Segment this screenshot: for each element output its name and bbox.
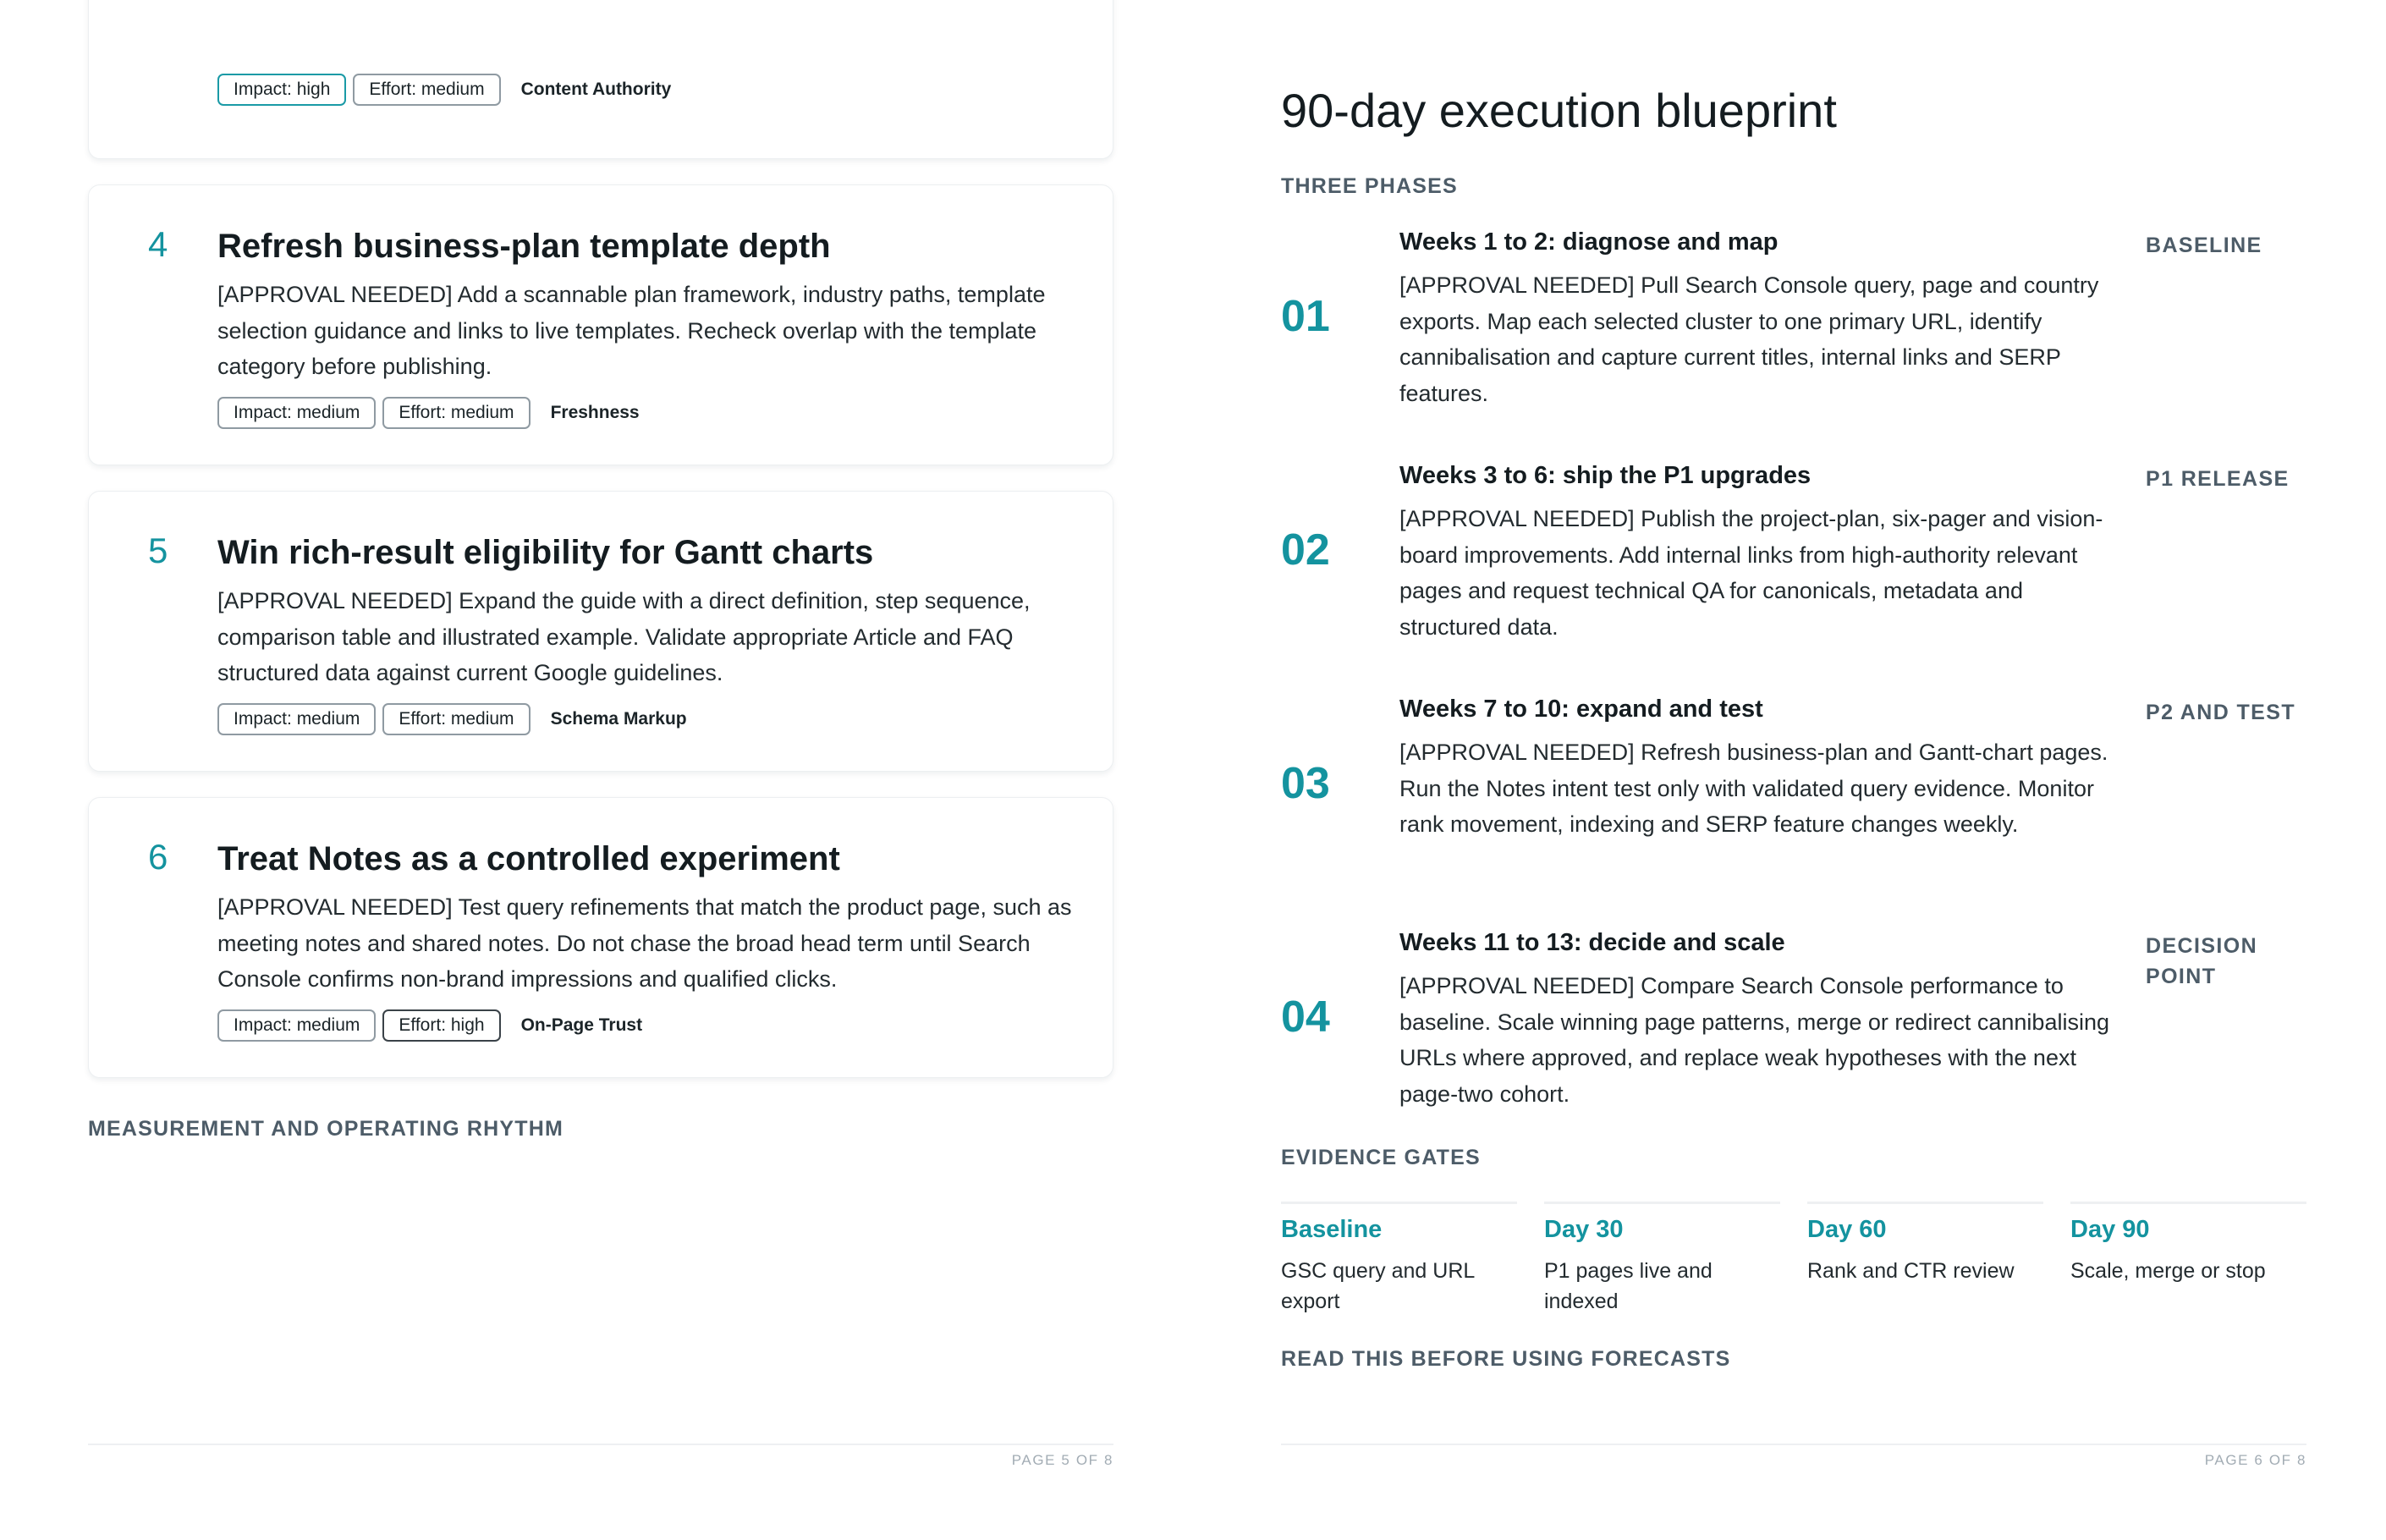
recommendation-card-5 xyxy=(88,491,1113,772)
card-number: 4 xyxy=(148,224,168,264)
category-label: Freshness xyxy=(550,403,640,422)
card-tags xyxy=(217,703,687,735)
evidence-gates xyxy=(1281,1202,2306,1317)
phase-number: 03 xyxy=(1281,759,1330,808)
card-body: [APPROVAL NEEDED] Test query refinements that match the product page, such as meeting notes and shared notes. Do not chase the broad head term until Search Console confirms non-brand impressions and qualified clicks. xyxy=(217,894,1072,992)
gate-baseline xyxy=(1281,1202,1517,1317)
impact-tag: Impact: high xyxy=(217,74,346,106)
section-heading-evidence-gates: EVIDENCE GATES xyxy=(1281,1146,1481,1169)
card-tags xyxy=(217,1009,642,1042)
gate-title: Day 90 xyxy=(2070,1216,2150,1243)
footer-divider xyxy=(88,1444,1113,1445)
phase-tag: BASELINE xyxy=(2146,234,2262,257)
gate-day-30 xyxy=(1544,1202,1780,1317)
card-tags xyxy=(217,397,640,429)
recommendation-card-6 xyxy=(88,797,1113,1078)
page-6 xyxy=(1193,0,2386,1540)
card-title: Win rich-result eligibility for Gantt charts xyxy=(217,534,874,571)
impact-tag: Impact: medium xyxy=(217,703,376,735)
gate-description: Rank and CTR review xyxy=(1807,1259,2015,1283)
gate-title: Day 30 xyxy=(1544,1216,1624,1243)
phase-number: 02 xyxy=(1281,525,1330,575)
gate-description: P1 pages live and indexed xyxy=(1544,1259,1713,1313)
section-heading-forecasts: READ THIS BEFORE USING FORECASTS xyxy=(1281,1347,1731,1371)
category-label: On-Page Trust xyxy=(520,1015,643,1035)
recommendation-card-partial xyxy=(88,0,1113,159)
phase-number: 01 xyxy=(1281,292,1330,341)
page-number: PAGE 5 OF 8 xyxy=(1011,1452,1113,1468)
phase-tag: DECISION POINT xyxy=(2146,934,2258,988)
card-title: Treat Notes as a controlled experiment xyxy=(217,840,840,877)
phase-heading: Weeks 7 to 10: expand and test xyxy=(1399,696,1763,723)
phase-heading: Weeks 3 to 6: ship the P1 upgrades xyxy=(1399,462,1811,489)
gate-title: Day 60 xyxy=(1807,1216,1887,1243)
phase-body: [APPROVAL NEEDED] Compare Search Console performance to baseline. Scale winning page patterns, merge or redirect cannibalising URLs where approved, and replace weak hypotheses with the next page-two cohort. xyxy=(1399,973,2109,1107)
effort-tag: Effort: medium xyxy=(353,74,500,106)
gate-description: Scale, merge or stop xyxy=(2070,1259,2266,1283)
gate-day-60 xyxy=(1807,1202,2043,1317)
card-body: [APPROVAL NEEDED] Add a scannable plan framework, industry paths, template selection guidance and links to live templates. Recheck overlap with the template category before publishing. xyxy=(217,282,1046,379)
effort-tag: Effort: medium xyxy=(382,397,530,429)
phase-body: [APPROVAL NEEDED] Pull Search Console query, page and country exports. Map each selected cluster to one primary URL, identify cannibalisation and capture current titles, internal links and SERP features. xyxy=(1399,272,2099,406)
phase-body: [APPROVAL NEEDED] Publish the project-plan, six-pager and vision-board improvements. Add internal links from high-authority relevant pages and request technical QA for canonicals, metadata and structured data. xyxy=(1399,506,2103,640)
phase-tag: P1 RELEASE xyxy=(2146,467,2290,491)
phase-heading: Weeks 11 to 13: decide and scale xyxy=(1399,929,1785,956)
gate-title: Baseline xyxy=(1281,1216,1383,1243)
recommendation-card-4 xyxy=(88,184,1113,465)
phase-body: [APPROVAL NEEDED] Refresh business-plan and Gantt-chart pages. Run the Notes intent test only with validated query evidence. Monitor rank movement, indexing and SERP feature changes weekly. xyxy=(1399,740,2108,837)
gate-day-90 xyxy=(2070,1202,2306,1317)
effort-tag: Effort: medium xyxy=(382,703,530,735)
section-heading-phases: THREE PHASES xyxy=(1281,174,1458,198)
page-title: 90-day execution blueprint xyxy=(1281,84,1837,137)
page-number: PAGE 6 OF 8 xyxy=(2204,1452,2306,1468)
gate-description: GSC query and URL export xyxy=(1281,1259,1475,1313)
phase-heading: Weeks 1 to 2: diagnose and map xyxy=(1399,228,1779,256)
category-label: Schema Markup xyxy=(550,709,687,729)
card-number: 6 xyxy=(148,837,168,877)
phase-tag: P2 AND TEST xyxy=(2146,701,2295,724)
section-heading-measurement: MEASUREMENT AND OPERATING RHYTHM xyxy=(88,1117,564,1141)
card-number: 5 xyxy=(148,531,168,570)
card-tags xyxy=(217,74,671,106)
impact-tag: Impact: medium xyxy=(217,397,376,429)
phase-number: 04 xyxy=(1281,993,1330,1042)
effort-tag: Effort: high xyxy=(382,1009,500,1042)
impact-tag: Impact: medium xyxy=(217,1009,376,1042)
card-body: [APPROVAL NEEDED] Expand the guide with a direct definition, step sequence, comparison table and illustrated example. Validate appropriate Article and FAQ structured data against current Google guidelines. xyxy=(217,588,1031,685)
footer-divider xyxy=(1281,1444,2306,1445)
category-label: Content Authority xyxy=(520,80,672,99)
card-title: Refresh business-plan template depth xyxy=(217,228,831,265)
